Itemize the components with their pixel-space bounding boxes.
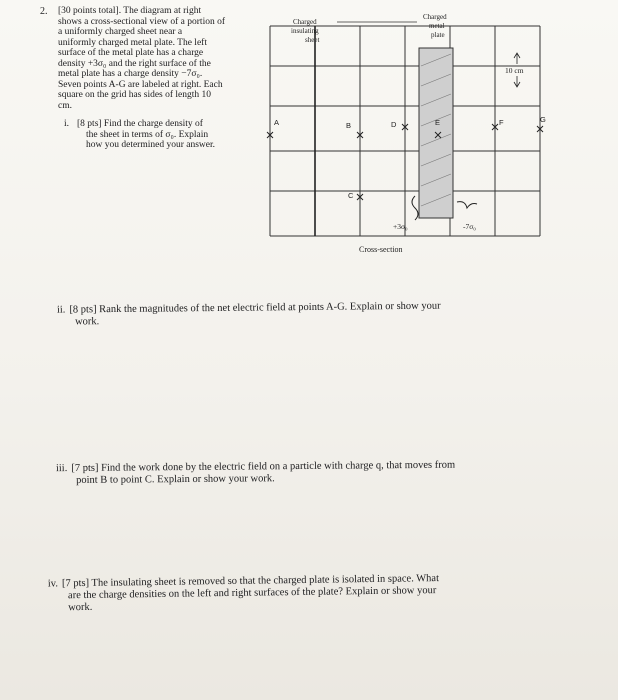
- point-label-f: F: [499, 118, 504, 127]
- right-surface-marker: [457, 202, 477, 208]
- part-i-label: i.: [64, 119, 70, 129]
- plate-label-line: Charged: [423, 13, 447, 21]
- intro-line: square on the grid has sides of length 10: [58, 90, 212, 100]
- question-number: 2.: [40, 6, 48, 17]
- point-label-e: E: [435, 118, 441, 127]
- part-i-line: the sheet in terms of σ₀. Explain: [86, 129, 209, 140]
- plate-label-line: metal: [429, 22, 445, 30]
- part-iv: [48, 572, 548, 615]
- grid: [270, 26, 540, 236]
- intro-line: density +3σ₀ and the right surface of the: [58, 58, 211, 69]
- part-ii-line: work.: [75, 316, 100, 328]
- left-surface-charge: +3σ₀: [393, 222, 408, 231]
- part-iii-label: iii.: [55, 463, 68, 475]
- right-surface-charge: -7σ₀: [463, 222, 476, 231]
- part-iii-line: [7 pts] Find the work done by the electric field on a particle with charge q, that moves from: [71, 459, 456, 475]
- cross-section-diagram: [255, 6, 555, 258]
- point-label-g: G: [540, 115, 546, 124]
- scale-label: 10 cm: [505, 66, 524, 75]
- sheet-label-line: insulating: [291, 27, 319, 35]
- intro-line: a uniformly charged sheet near a: [58, 27, 183, 37]
- point-label-a: A: [274, 118, 280, 127]
- intro-line: metal plate has a charge density −7σ₀.: [58, 69, 203, 79]
- intro-line: [30 points total]. The diagram at right: [58, 6, 202, 16]
- part-iii-line: point B to point C. Explain or show your work.: [76, 473, 275, 486]
- diagram-caption: Cross-section: [359, 245, 403, 254]
- part-i-line: how you determined your answer.: [86, 140, 216, 150]
- point-label-d: D: [391, 120, 397, 129]
- left-surface-marker: [412, 196, 418, 220]
- part-i-line: [8 pts] Find the charge density of: [77, 119, 203, 129]
- sheet-label-line: Charged: [293, 18, 317, 26]
- point-label-c: C: [348, 191, 354, 200]
- intro-line: shows a cross-sectional view of a portion of: [58, 16, 226, 27]
- plate-label-line: plate: [431, 31, 445, 39]
- intro-line: uniformly charged metal plate. The left: [58, 37, 207, 48]
- point-label-b: B: [346, 121, 352, 130]
- part-iv-line: are the charge densities on the left and right surfaces of the plate? Explain or show your: [67, 585, 437, 602]
- part-iv-label: iv.: [47, 578, 59, 590]
- part-iv-line: work.: [68, 601, 93, 614]
- sheet-label-line: sheet: [305, 36, 320, 44]
- part-i: [64, 119, 254, 151]
- intro-line: cm.: [58, 100, 72, 111]
- part-ii-line: [8 pts] Rank the magnitudes of the net electric field at points A-G. Explain or show your: [69, 300, 441, 316]
- question-intro: [58, 6, 258, 111]
- part-iii: [56, 459, 546, 487]
- intro-line: Seven points A-G are labeled at right. Each: [58, 79, 223, 90]
- scale-indicator: [505, 53, 524, 87]
- part-ii-label: ii.: [56, 304, 66, 316]
- intro-line: surface of the metal plate has a charge: [58, 48, 204, 58]
- part-iv-line: [7 pts] The insulating sheet is removed so that the charged plate is isolated in space. What: [61, 573, 440, 590]
